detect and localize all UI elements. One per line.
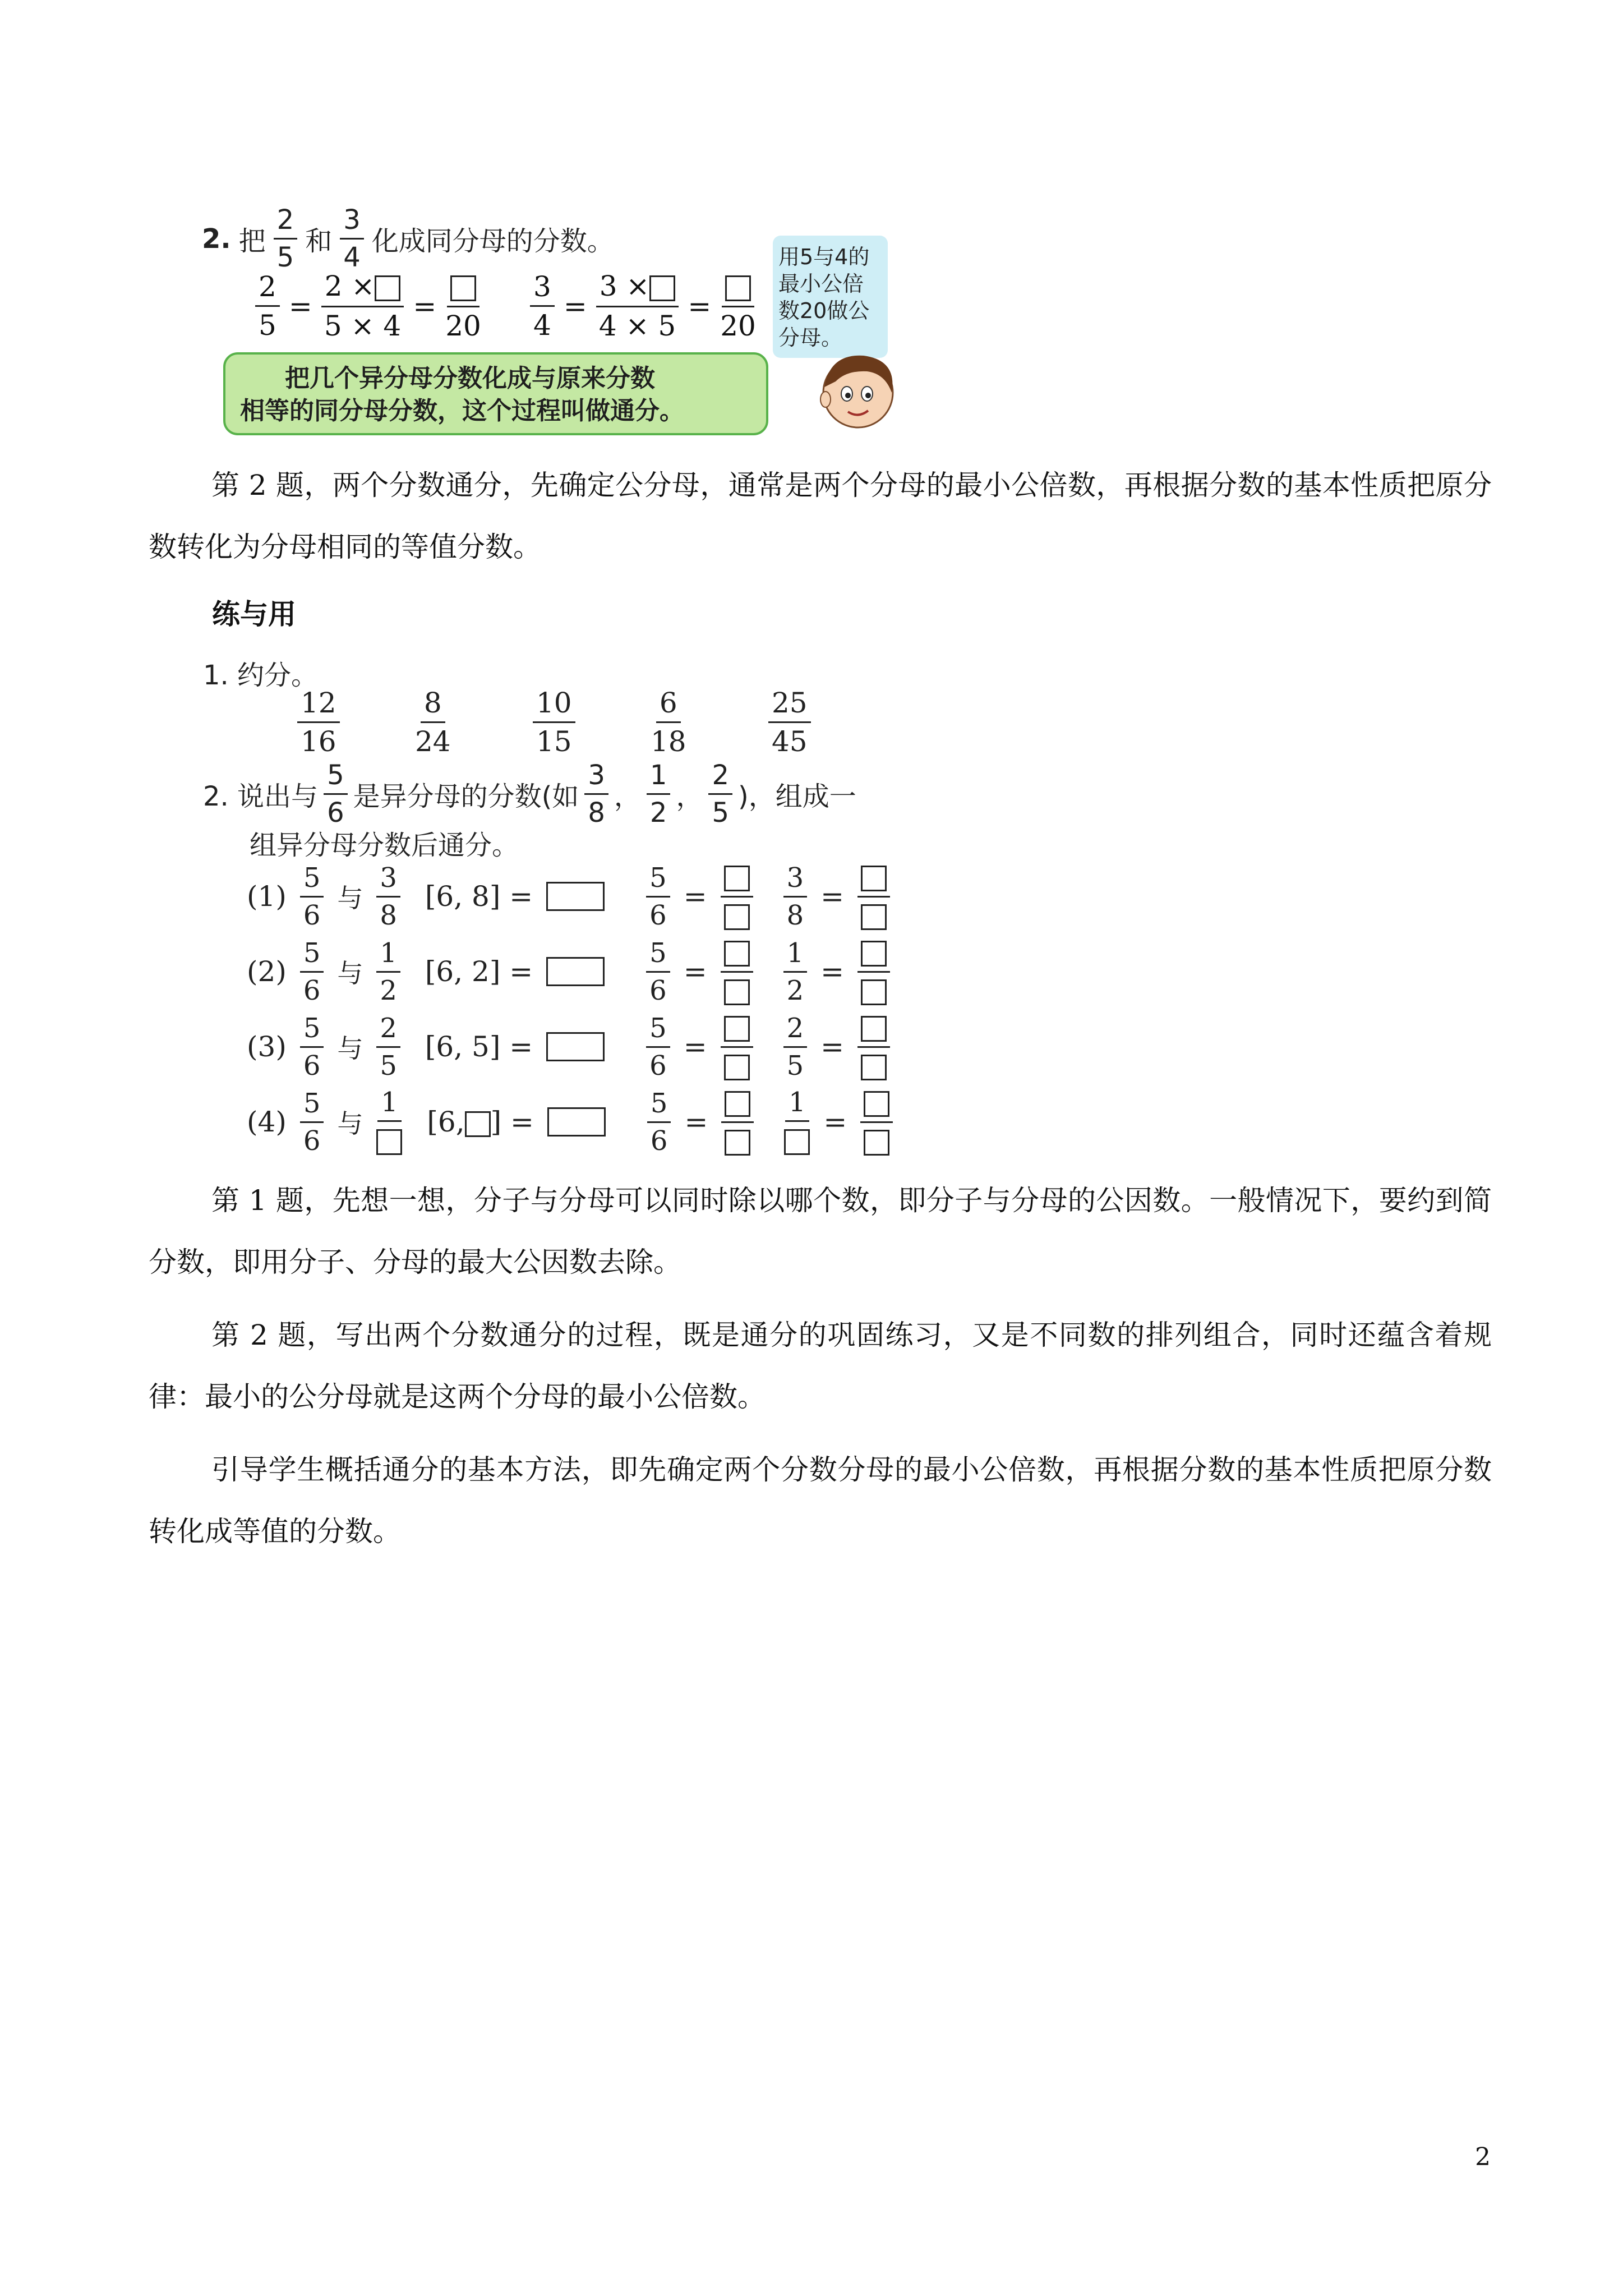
answer-box[interactable] <box>375 275 400 301</box>
fraction: $\frac{3}{8}$ <box>783 864 808 929</box>
fraction: $\frac{1}{2}$ <box>376 940 400 1004</box>
fraction: $\frac{5}{6}$ <box>300 864 324 929</box>
answer-box[interactable] <box>724 866 750 891</box>
example-heading <box>202 206 614 271</box>
exercise-2-row-4: (4) $\frac{5}{6}$ 与 1 [6, ] = $\frac{5}{6}$ = 1 = <box>247 1088 893 1156</box>
answer-box[interactable] <box>725 275 751 301</box>
fraction: $\frac{1}{2}$ <box>647 762 671 826</box>
answer-box[interactable] <box>724 941 750 967</box>
definition-box <box>223 352 768 435</box>
fraction: $\frac{2}{5}$ <box>255 273 280 339</box>
bubble-line: 分母。 <box>778 325 843 350</box>
lcm-answer-box[interactable] <box>546 882 605 911</box>
exercise-2-middle: 是异分母的分数(如 <box>353 781 579 812</box>
lcm-expression: [6, ] = <box>427 1106 534 1138</box>
exercise-2-prefix: 2. 说出与 <box>203 781 319 812</box>
equals-sign: = <box>563 289 587 323</box>
example-verb: 把 <box>238 226 266 257</box>
lcm-expression: [6, 8] = <box>425 880 533 913</box>
page-number: 2 <box>1475 2143 1491 2171</box>
exercise-2-heading: 2. 说出与 $\frac{5}{6}$ 是异分母的分数(如 $\frac{3}{8}$ ， $\frac{1}{2}$ ， $\frac{2}{5}$ )，组成一 <box>203 760 856 829</box>
fraction: $\frac{5}{6}$ <box>647 1090 671 1154</box>
fraction: $\frac{2}{5}$ <box>376 1015 400 1079</box>
answer-box[interactable] <box>724 904 750 930</box>
boy-illustration <box>813 348 903 432</box>
paragraph: 第 2 题，写出两个分数通分的过程，既是通分的巩固练习，又是不同数的排列组合，同时还蕴含着规律：最小的公分母就是这两个分母的最小公倍数。 <box>149 1319 1492 1413</box>
answer-box[interactable] <box>861 904 887 930</box>
example-conj: 和 <box>305 226 333 257</box>
section-title: 练与用 <box>212 597 296 631</box>
equation-2 <box>530 272 756 340</box>
row-index: (3) <box>247 1030 287 1063</box>
fraction: $\frac{5}{6}$ <box>646 864 670 929</box>
fraction: $\frac{3 \times}{4 \times 5}$ <box>596 272 679 340</box>
fraction: $\frac{3}{8}$ <box>376 864 400 929</box>
answer-box[interactable] <box>376 1129 402 1155</box>
answer-box[interactable] <box>864 1130 889 1156</box>
answer-fraction <box>721 1013 753 1080</box>
paragraph: 引导学生概括通分的基本方法，即先确定两个分数分母的最小公倍数，再根据分数的基本性质把原分数转化成等值的分数。 <box>149 1453 1492 1548</box>
lcm-answer-box[interactable] <box>546 957 605 986</box>
answer-fraction <box>721 863 753 930</box>
fraction: 1 <box>784 1089 810 1155</box>
answer-fraction <box>857 863 890 930</box>
fraction: 20 <box>445 272 481 340</box>
fraction: $\frac{2}{5}$ <box>274 206 298 271</box>
answer-box[interactable] <box>861 1016 887 1042</box>
with-label: 与 <box>337 1108 363 1139</box>
paragraph: 第 1 题，先想一想，分子与分母可以同时除以哪个数，即分子与分母的公因数。一般情况下，要约到简分数，即用分子、分母的最大公因数去除。 <box>149 1184 1492 1278</box>
fraction: $\frac{5}{6}$ <box>300 1090 324 1154</box>
exercise-2-suffix: )，组成一 <box>738 781 856 812</box>
exercise-1-label: 1. 约分。 <box>203 660 319 691</box>
bubble-line: 数20做公 <box>778 298 870 323</box>
exercise-2-row-3: (3) $\frac{5}{6}$ 与 $\frac{2}{5}$ [6, 5] = $\frac{5}{6}$ = $\frac{2}{5}$ = <box>247 1013 890 1080</box>
answer-box[interactable] <box>724 1016 750 1042</box>
example-number: 2. <box>202 223 231 255</box>
answer-box[interactable] <box>724 1055 750 1080</box>
fraction: $\frac{5}{6}$ <box>646 940 670 1004</box>
answer-box[interactable] <box>784 1129 810 1155</box>
row-index: (2) <box>247 955 287 988</box>
fraction: $\frac{8}{24}$ <box>415 687 451 758</box>
fraction: $\frac{5}{6}$ <box>324 762 348 826</box>
lcm-expression: [6, 2] = <box>425 955 533 988</box>
answer-box[interactable] <box>861 866 887 891</box>
fraction: 20 <box>720 272 756 340</box>
answer-box[interactable] <box>724 979 750 1005</box>
fraction: $\frac{3}{4}$ <box>340 206 364 271</box>
answer-fraction <box>721 1088 754 1156</box>
definition-line: 把几个异分母分数化成与原来分数 <box>285 364 655 393</box>
row-index: (1) <box>247 880 287 913</box>
fraction: $\frac{10}{15}$ <box>533 689 575 756</box>
fraction: $\frac{25}{45}$ <box>768 689 811 756</box>
exercise-2-line2: 组异分母分数后通分。 <box>250 830 519 861</box>
speech-bubble <box>773 236 888 358</box>
answer-box[interactable] <box>465 1111 491 1137</box>
equals-sign: = <box>688 289 712 323</box>
fraction: $\frac{2}{5}$ <box>783 1015 808 1079</box>
exercise-2-row-2: (2) $\frac{5}{6}$ 与 $\frac{1}{2}$ [6, 2] = $\frac{5}{6}$ = $\frac{1}{2}$ = <box>247 938 890 1005</box>
equals-sign: = <box>288 289 312 323</box>
answer-fraction <box>721 938 753 1005</box>
equation-1 <box>255 272 481 340</box>
fraction: $\frac{12}{16}$ <box>297 689 340 756</box>
lcm-answer-box[interactable] <box>547 1107 606 1137</box>
bubble-line: 最小公倍 <box>778 272 864 296</box>
fraction: $\frac{6}{18}$ <box>651 687 686 758</box>
answer-box[interactable] <box>861 979 887 1005</box>
equals-sign: = <box>413 289 437 323</box>
fraction: $\frac{1}{2}$ <box>783 940 808 1004</box>
exercise-2-row-1: (1) $\frac{5}{6}$ 与 $\frac{3}{8}$ [6, 8] = $\frac{5}{6}$ = $\frac{3}{8}$ = <box>247 863 890 930</box>
answer-box[interactable] <box>649 275 675 301</box>
row-index: (4) <box>247 1106 287 1138</box>
fraction: $\frac{5}{6}$ <box>300 1015 324 1079</box>
answer-box[interactable] <box>725 1091 750 1117</box>
fraction: $\frac{5}{6}$ <box>646 1015 670 1079</box>
answer-box[interactable] <box>861 941 887 967</box>
lcm-answer-box[interactable] <box>546 1032 605 1061</box>
answer-box[interactable] <box>725 1130 750 1156</box>
paragraph: 第 2 题，两个分数通分，先确定公分母，通常是两个分母的最小公倍数，再根据分数的基本性质把原分数转化为分母相同的等值分数。 <box>149 469 1492 563</box>
fraction: $\frac{3}{4}$ <box>530 273 555 339</box>
fraction: $\frac{2}{5}$ <box>708 762 732 826</box>
fraction: $\frac{3}{8}$ <box>584 762 608 826</box>
answer-fraction <box>857 1013 890 1080</box>
fraction: 1 <box>376 1089 402 1155</box>
with-label: 与 <box>337 1033 363 1064</box>
lcm-expression: [6, 5] = <box>425 1030 533 1063</box>
answer-box[interactable] <box>450 275 476 301</box>
answer-box[interactable] <box>864 1091 889 1117</box>
fraction: $\frac{2 \times}{5 \times 4}$ <box>321 272 404 340</box>
example-instruction: 化成同分母的分数。 <box>371 226 614 257</box>
answer-fraction <box>857 938 890 1005</box>
bubble-line: 用5与4的 <box>778 245 870 269</box>
answer-fraction <box>860 1088 893 1156</box>
with-label: 与 <box>337 958 363 988</box>
definition-line: 相等的同分母分数，这个过程叫做通分。 <box>240 397 684 425</box>
with-label: 与 <box>337 883 363 913</box>
fraction: $\frac{5}{6}$ <box>300 940 324 1004</box>
answer-box[interactable] <box>861 1055 887 1080</box>
